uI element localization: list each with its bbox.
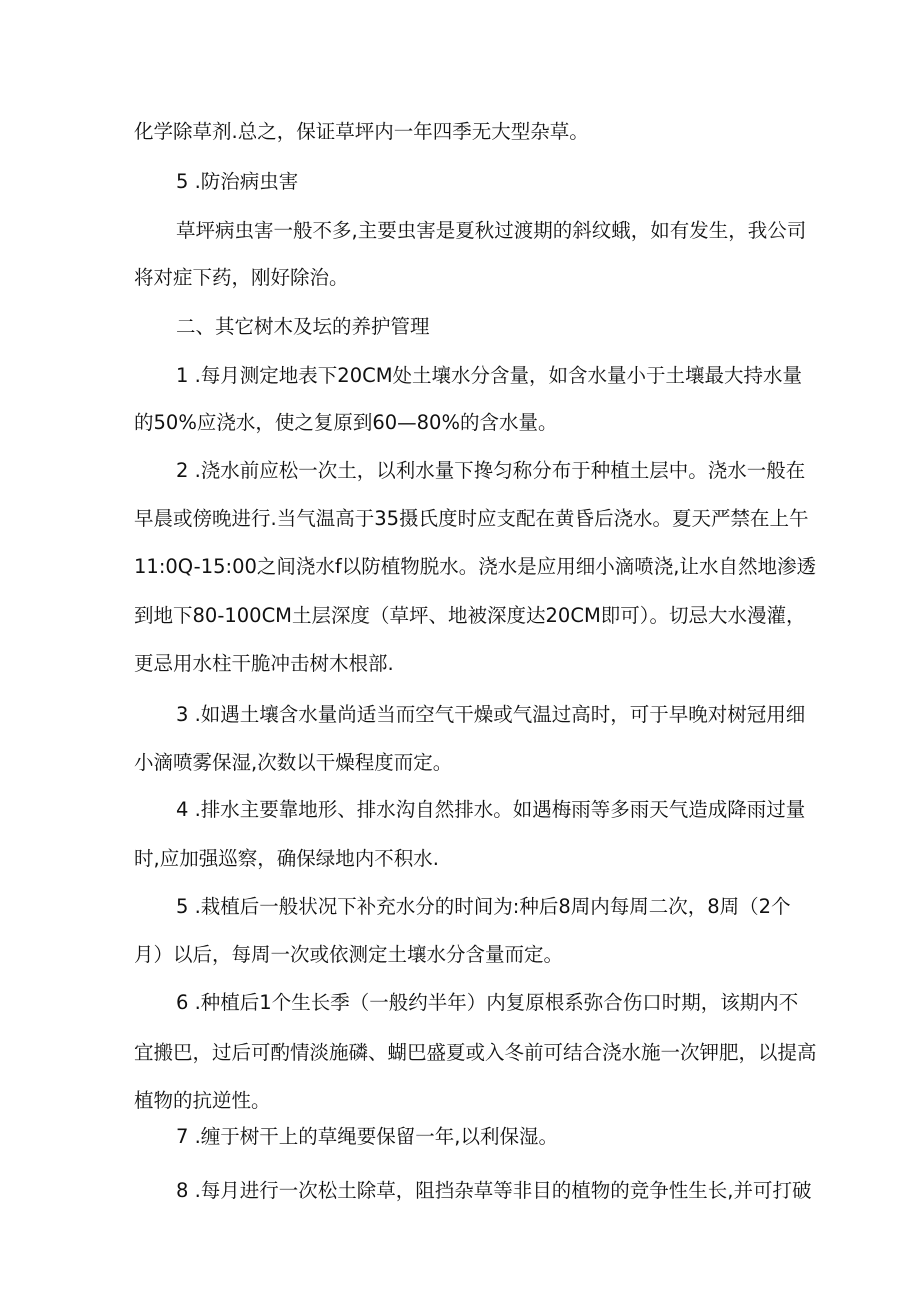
text-line: 将对症下药，刚好除治。 [134,266,349,289]
text-line: 2 .浇水前应松一次土，以利水量下搀匀称分布于种植土层中。浇水一般在 [176,459,806,482]
text-line: 更忌用水柱干脆冲击树木根部. [134,652,394,675]
text-line: 的50%应浇水，使之复原到60—80%的含水量。 [134,411,558,434]
text-line: 时,应加强巡察，确保绿地内不积水. [134,847,439,870]
section-heading-2: 二、其它树木及坛的养护管理 [176,315,430,338]
text-line: 4 .排水主要靠地形、排水沟自然排水。如遇梅雨等多雨天气造成降雨过量 [176,798,806,821]
text-line: 11:0Q-15:00之间浇水f以防植物脱水。浇水是应用细小滴喷浇,让水自然地渗透 [134,555,816,578]
text-line: 早晨或傍晚进行.当气温高于35摄氏度时应支配在黄昏后浇水。夏天严禁在上午 [134,507,809,530]
text-line: 1 .每月测定地表下20CM处土壤水分含量，如含水量小于土壤最大持水量 [176,364,803,387]
text-line: 化学除草剂.总之，保证草坪内一年四季无大型杂草。 [134,120,589,143]
text-line: 草坪病虫害一般不多,主要虫害是夏秋过渡期的斜纹蛾，如有发生，我公司 [176,219,807,242]
text-line: 小滴喷雾保湿,次数以干燥程度而定。 [134,751,453,774]
text-line: 宜搬巴，过后可酌情淡施磷、蝴巴盛夏或入冬前可结合浇水施一次钾肥，以提高 [134,1041,817,1064]
text-line: 植物的抗逆性。 [134,1089,271,1112]
text-line: 6 .种植后1个生长季（一般约半年）内复原根系弥合伤口时期，该期内不 [176,991,799,1014]
text-line: 5 .栽植后一般状况下补充水分的时间为:种后8周内每周二次，8周（2个 [176,895,791,918]
text-line: 8 .每月进行一次松土除草，阻挡杂草等非目的植物的竞争性生长,并可打破 [176,1179,812,1202]
text-line: 3 .如遇土壤含水量尚适当而空气干燥或气温过高时，可于早晚对树冠用细 [176,703,806,726]
text-line: 月）以后，每周一次或依测定土壤水分含量而定。 [134,943,564,966]
section-heading-5: 5 .防治病虫害 [176,170,299,193]
text-line: 到地下80-100CM土层深度（草坪、地被深度达20CM即可）。切忌大水漫灌， [134,604,806,627]
text-line: 7 .缠于树干上的草绳要保留一年,以利保湿。 [176,1125,559,1148]
